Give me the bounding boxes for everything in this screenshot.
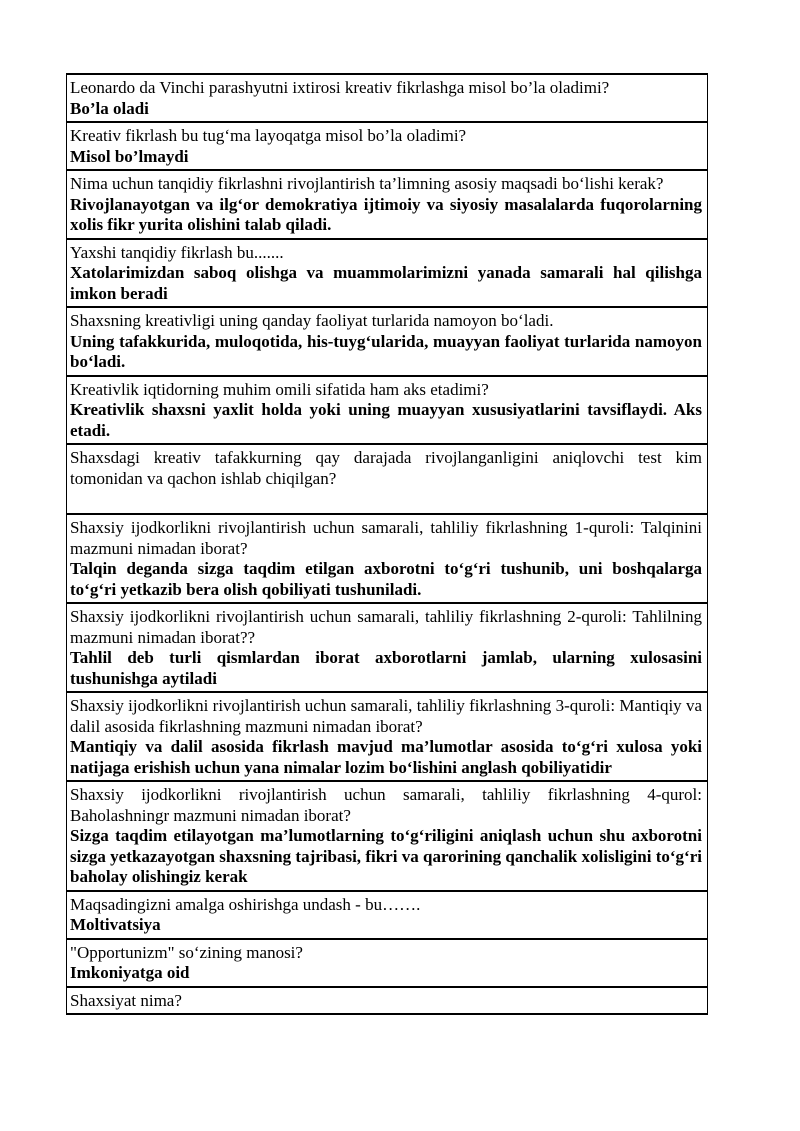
answer-text: Xatolarimizdan saboq olishga va muammolarimizni yanada samarali hal qilishga imkon beradi bbox=[70, 263, 702, 303]
qa-row bbox=[67, 75, 707, 123]
question-text: Shaxsiy ijodkorlikni rivojlantirish uchun samarali, tahliliy fikrlashning 1-quroli: Talqinini mazmuni nimadan iborat? bbox=[70, 518, 702, 558]
question-text: Kreativlik iqtidorning muhim omili sifatida ham aks etadimi? bbox=[70, 379, 489, 399]
question-text: Shaxsiy ijodkorlikni rivojlantirish uchun samarali, tahliliy fikrlashning 2-quroli: Tahlilning mazmuni nimadan iborat?? bbox=[70, 607, 702, 647]
question-text: Kreativ fikrlash bu tug‘ma layoqatga misol bo’la oladimi? bbox=[70, 126, 467, 145]
answer-text: Mantiqiy va dalil asosida fikrlash mavjud ma’lumotlar asosida to‘g‘ri xulosa yoki natijaga erishish uchun yana nimalar lozim bo‘lishini anglash qobiliyatidir bbox=[70, 737, 702, 777]
question-text: Nima uchun tanqidiy fikrlashni rivojlantirish ta’limning asosiy maqsadi bo‘lishi kerak? bbox=[70, 174, 664, 193]
qa-row bbox=[67, 445, 707, 515]
qa-row bbox=[67, 377, 707, 446]
answer-text: Imkoniyatga oid bbox=[70, 963, 190, 982]
qa-row bbox=[67, 892, 707, 940]
answer-text bbox=[70, 489, 702, 511]
qa-row bbox=[67, 240, 707, 309]
answer-text: Kreativlik shaxsni yaxlit holda yoki uning muayyan xususiyatlarini tavsiflaydi. Aks etadi. bbox=[70, 400, 702, 440]
question-text: Shaxsiyat nima? bbox=[70, 990, 182, 1010]
question-text: Shaxsning kreativligi uning qanday faoliyat turlarida namoyon bo‘ladi. bbox=[70, 311, 554, 330]
answer-text: Moltivatsiya bbox=[70, 915, 161, 934]
question-text: Shaxsdagi kreativ tafakkurning qay darajada rivojlanganligini aniqlovchi test kim tomonidan va qachon ishlab chiqilgan? bbox=[70, 448, 702, 488]
qa-row bbox=[67, 604, 707, 693]
qa-row bbox=[67, 693, 707, 782]
answer-text: Talqin deganda sizga taqdim etilgan axborotni to‘g‘ri tushunib, uni boshqalarga to‘g‘ri yetkazib bera olish qobiliyati tushuniladi. bbox=[70, 559, 702, 599]
question-text: "Opportunizm" so‘zining manosi? bbox=[70, 942, 303, 962]
answer-text: Uning tafakkurida, muloqotida, his-tuyg‘ularida, muayyan faoliyat turlarida namoyon bo‘ladi. bbox=[70, 331, 702, 371]
qa-row bbox=[67, 782, 707, 892]
qa-row bbox=[67, 123, 707, 171]
question-text: Leonardo da Vinchi parashyutni ixtirosi kreativ fikrlashga misol bo’la oladimi? bbox=[70, 78, 610, 97]
answer-text: Rivojlanayotgan va ilg‘or demokratiya ijtimoiy va siyosiy masalalarda fuqorolarning xolis fikr yurita olishini talab qiladi. bbox=[70, 194, 702, 234]
answer-text: Sizga taqdim etilayotgan ma’lumotlarning to‘g‘riligini aniqlash uchun shu axborotni sizga yetkazayotgan shaxsning tajribasi, fikri va qarorining qanchalik xolisligini to‘g‘ri baholay olishingiz kerak bbox=[70, 826, 702, 886]
qa-row bbox=[67, 988, 707, 1016]
answer-text: Bo’la oladi bbox=[70, 98, 149, 118]
question-text: Yaxshi tanqidiy fikrlash bu....... bbox=[70, 242, 284, 262]
answer-text: Tahlil deb turli qismlardan iborat axborotlarni jamlab, ularning xulosasini tushunishga aytiladi bbox=[70, 648, 702, 688]
qa-table bbox=[66, 73, 708, 1015]
answer-text: Misol bo’lmaydi bbox=[70, 146, 189, 166]
question-text: Shaxsiy ijodkorlikni rivojlantirish uchun samarali, tahliliy fikrlashning 4-qurol: Baholashningr mazmuni nimadan iborat? bbox=[70, 785, 702, 825]
qa-row bbox=[67, 515, 707, 604]
qa-row bbox=[67, 308, 707, 377]
qa-row bbox=[67, 171, 707, 240]
question-text: Maqsadingizni amalga oshirishga undash - bu……. bbox=[70, 894, 421, 914]
qa-row bbox=[67, 940, 707, 988]
question-text: Shaxsiy ijodkorlikni rivojlantirish uchun samarali, tahliliy fikrlashning 3-quroli: Mantiqiy va dalil asosida fikrlashning mazmuni nimadan iborat? bbox=[70, 696, 702, 736]
